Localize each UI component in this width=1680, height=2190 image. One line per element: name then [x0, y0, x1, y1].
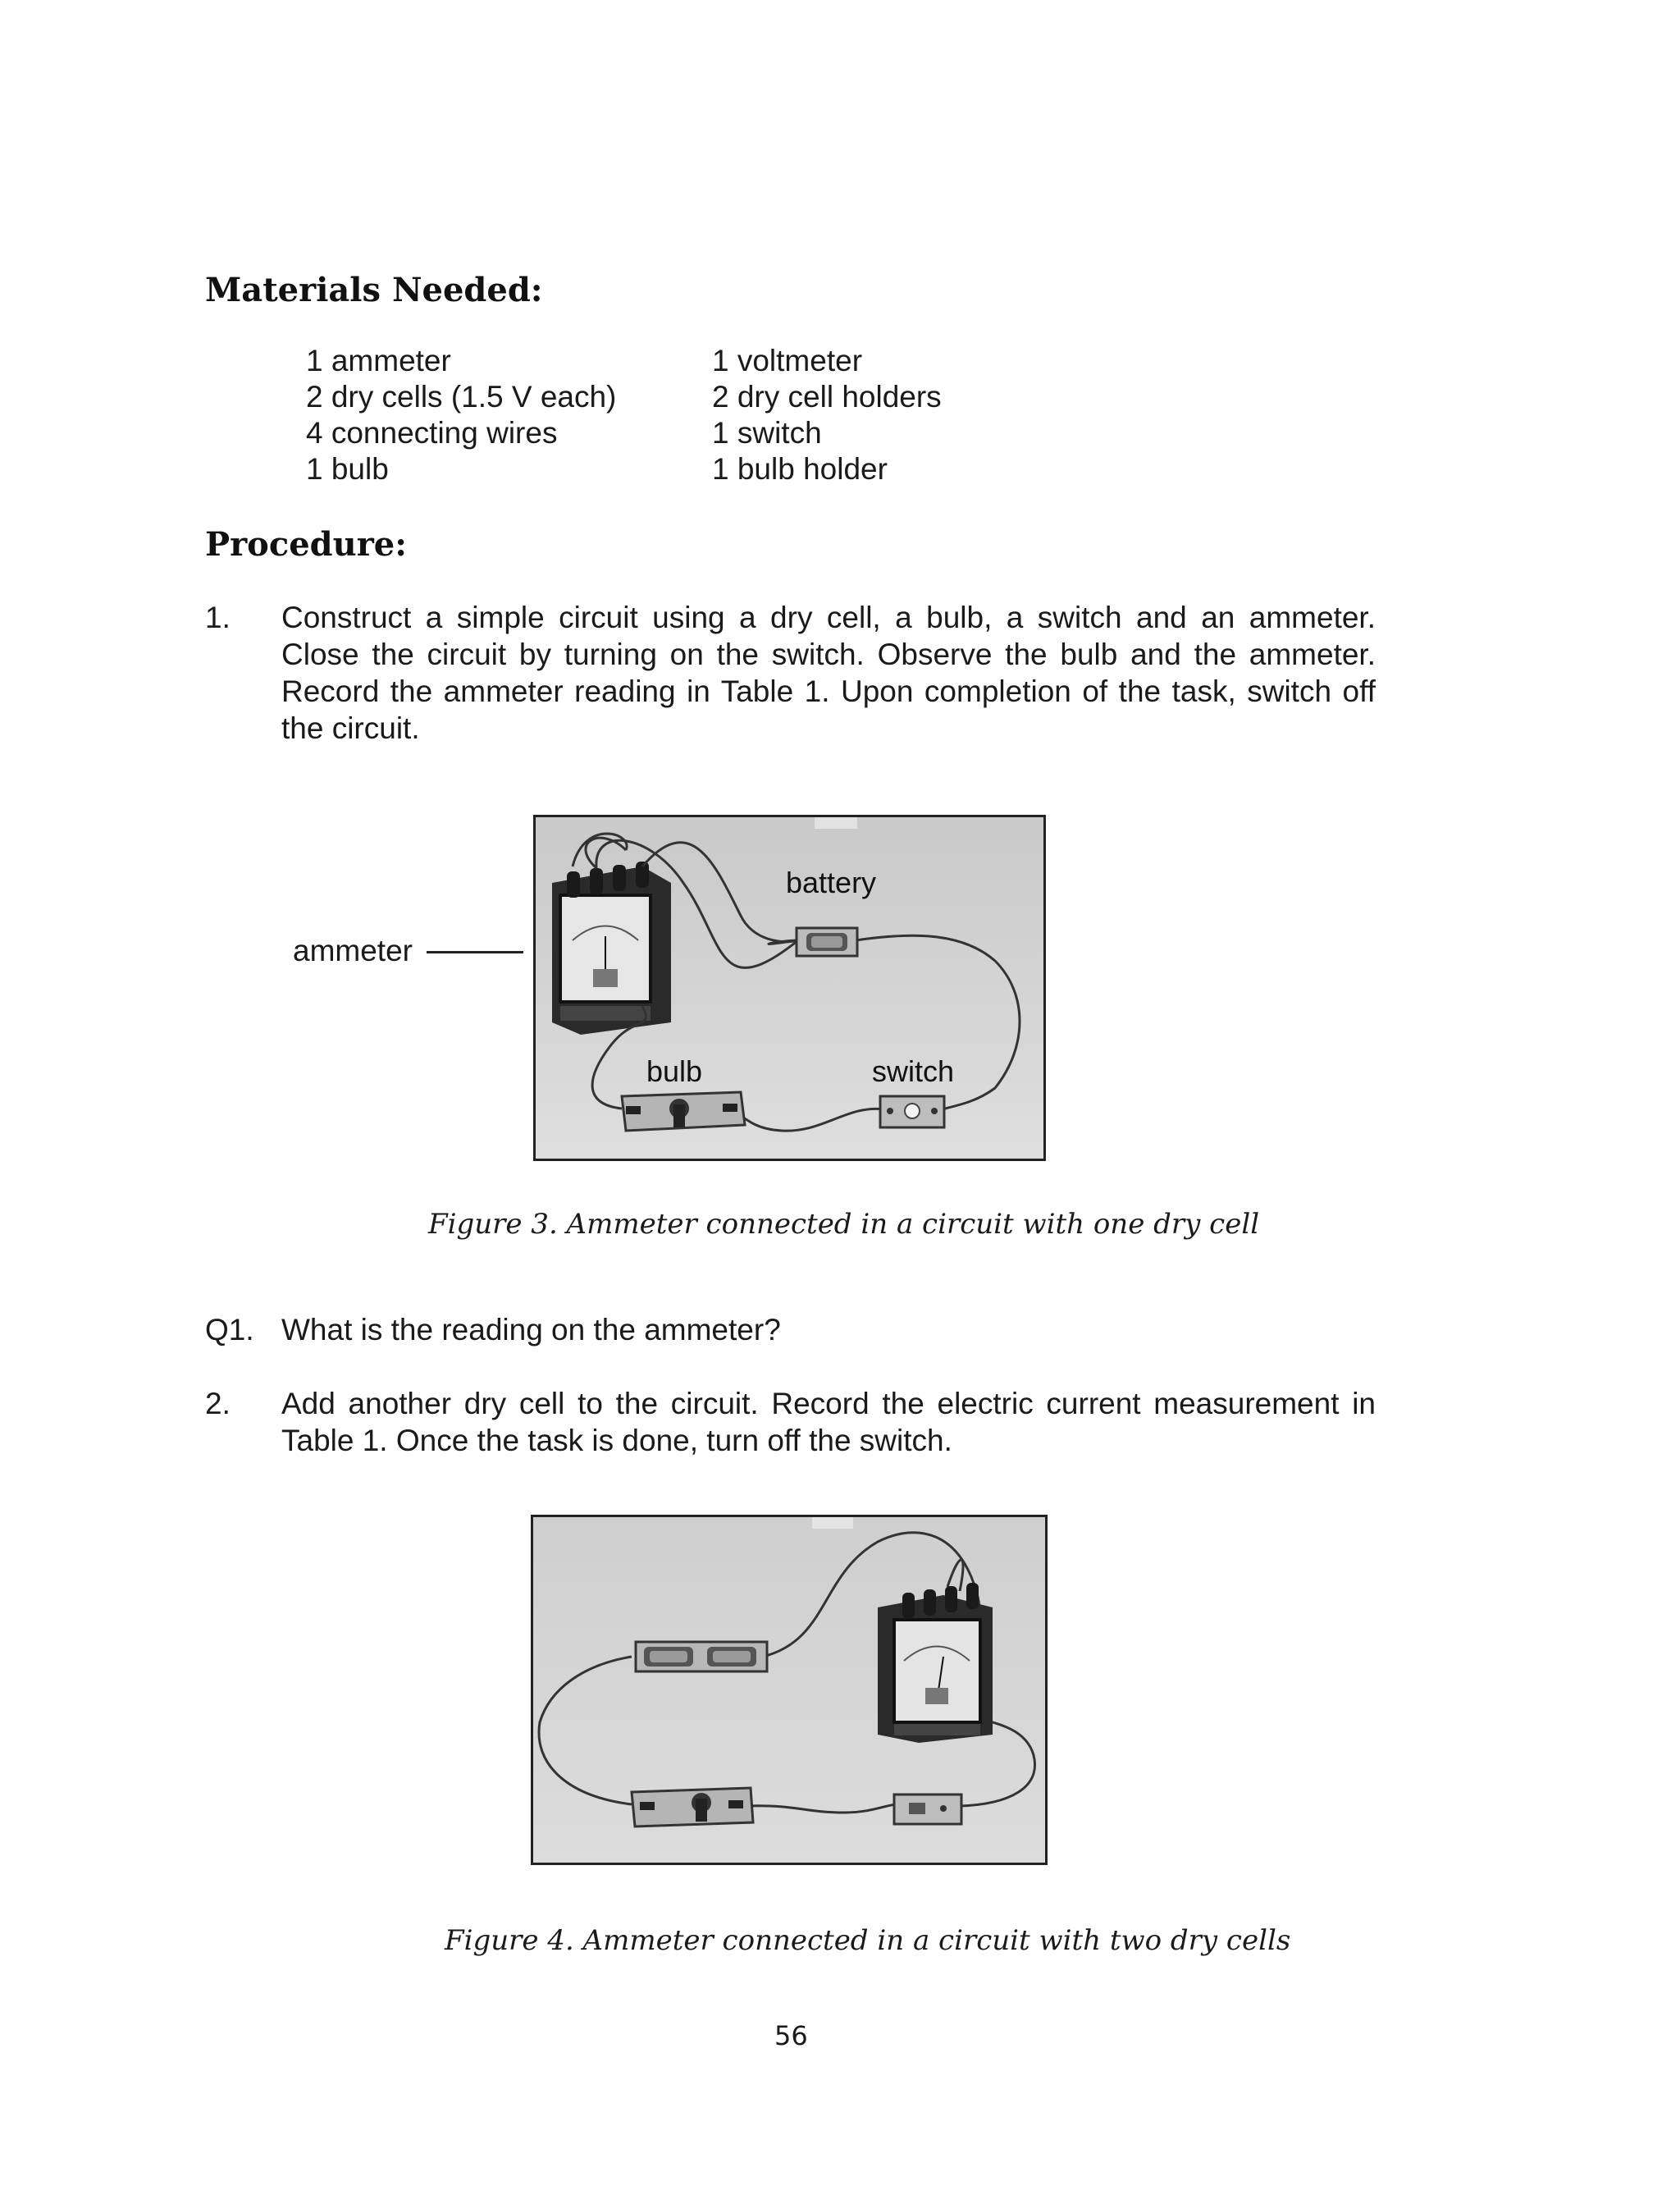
ammeter-label: ammeter: [293, 934, 413, 967]
figure3-ammeter-label: [293, 932, 413, 969]
question-1-text: What is the reading on the ammeter?: [281, 1313, 781, 1346]
materials-left-column: [306, 343, 616, 487]
battery-label: battery: [786, 866, 877, 899]
figure4-caption: Figure 4. Ammeter connected in a circuit with two dry cells: [445, 1924, 1291, 1957]
question-1-number: Q1.: [205, 1313, 254, 1346]
bulb-holder: [632, 1788, 753, 1827]
figure4-photo: [531, 1515, 1048, 1865]
figure3-photo: [533, 815, 1046, 1161]
material-item: 1 ammeter: [306, 344, 451, 377]
materials-heading: Materials Needed:: [205, 271, 543, 309]
switch-device: [880, 1096, 944, 1127]
procedure-heading: Procedure:: [205, 525, 407, 564]
materials-right-column: [712, 343, 942, 487]
material-item: 1 bulb holder: [712, 452, 888, 486]
battery-holder: [797, 928, 857, 956]
ammeter-leader-line: [427, 951, 523, 953]
material-item: 1 voltmeter: [712, 344, 863, 377]
battery-holders: [636, 1642, 767, 1671]
step-1-number: 1.: [205, 601, 231, 634]
step-1-text: Construct a simple circuit using a dry cell, a bulb, a switch and an ammeter. Close the circuit by turning on the switch. Observe the bulb and the ammeter. Record the ammeter reading in Table 1. Upon completion of the task, switch off the circuit.: [281, 601, 1376, 745]
figure4-circuit-illustration: [533, 1517, 1045, 1863]
bulb-label: bulb: [646, 1054, 703, 1088]
material-item: 2 dry cell holders: [712, 380, 942, 414]
switch-label: switch: [872, 1054, 955, 1088]
ammeter-device: [552, 862, 671, 1035]
switch-device: [894, 1795, 961, 1824]
page-number: 56: [774, 2020, 808, 2051]
step-2-text: Add another dry cell to the circuit. Record the electric current measurement in Table 1. Once the task is done, turn off the switch.: [281, 1387, 1376, 1457]
material-item: 1 bulb: [306, 452, 389, 486]
material-item: 1 switch: [712, 416, 822, 450]
figure3-caption: Figure 3. Ammeter connected in a circuit with one dry cell: [428, 1208, 1260, 1241]
bulb-holder: [622, 1092, 745, 1131]
ammeter-device: [878, 1583, 993, 1743]
material-item: 4 connecting wires: [306, 416, 558, 450]
material-item: 2 dry cells (1.5 V each): [306, 380, 617, 414]
figure3-circuit-illustration: [536, 817, 1043, 1159]
step-2-number: 2.: [205, 1387, 231, 1420]
